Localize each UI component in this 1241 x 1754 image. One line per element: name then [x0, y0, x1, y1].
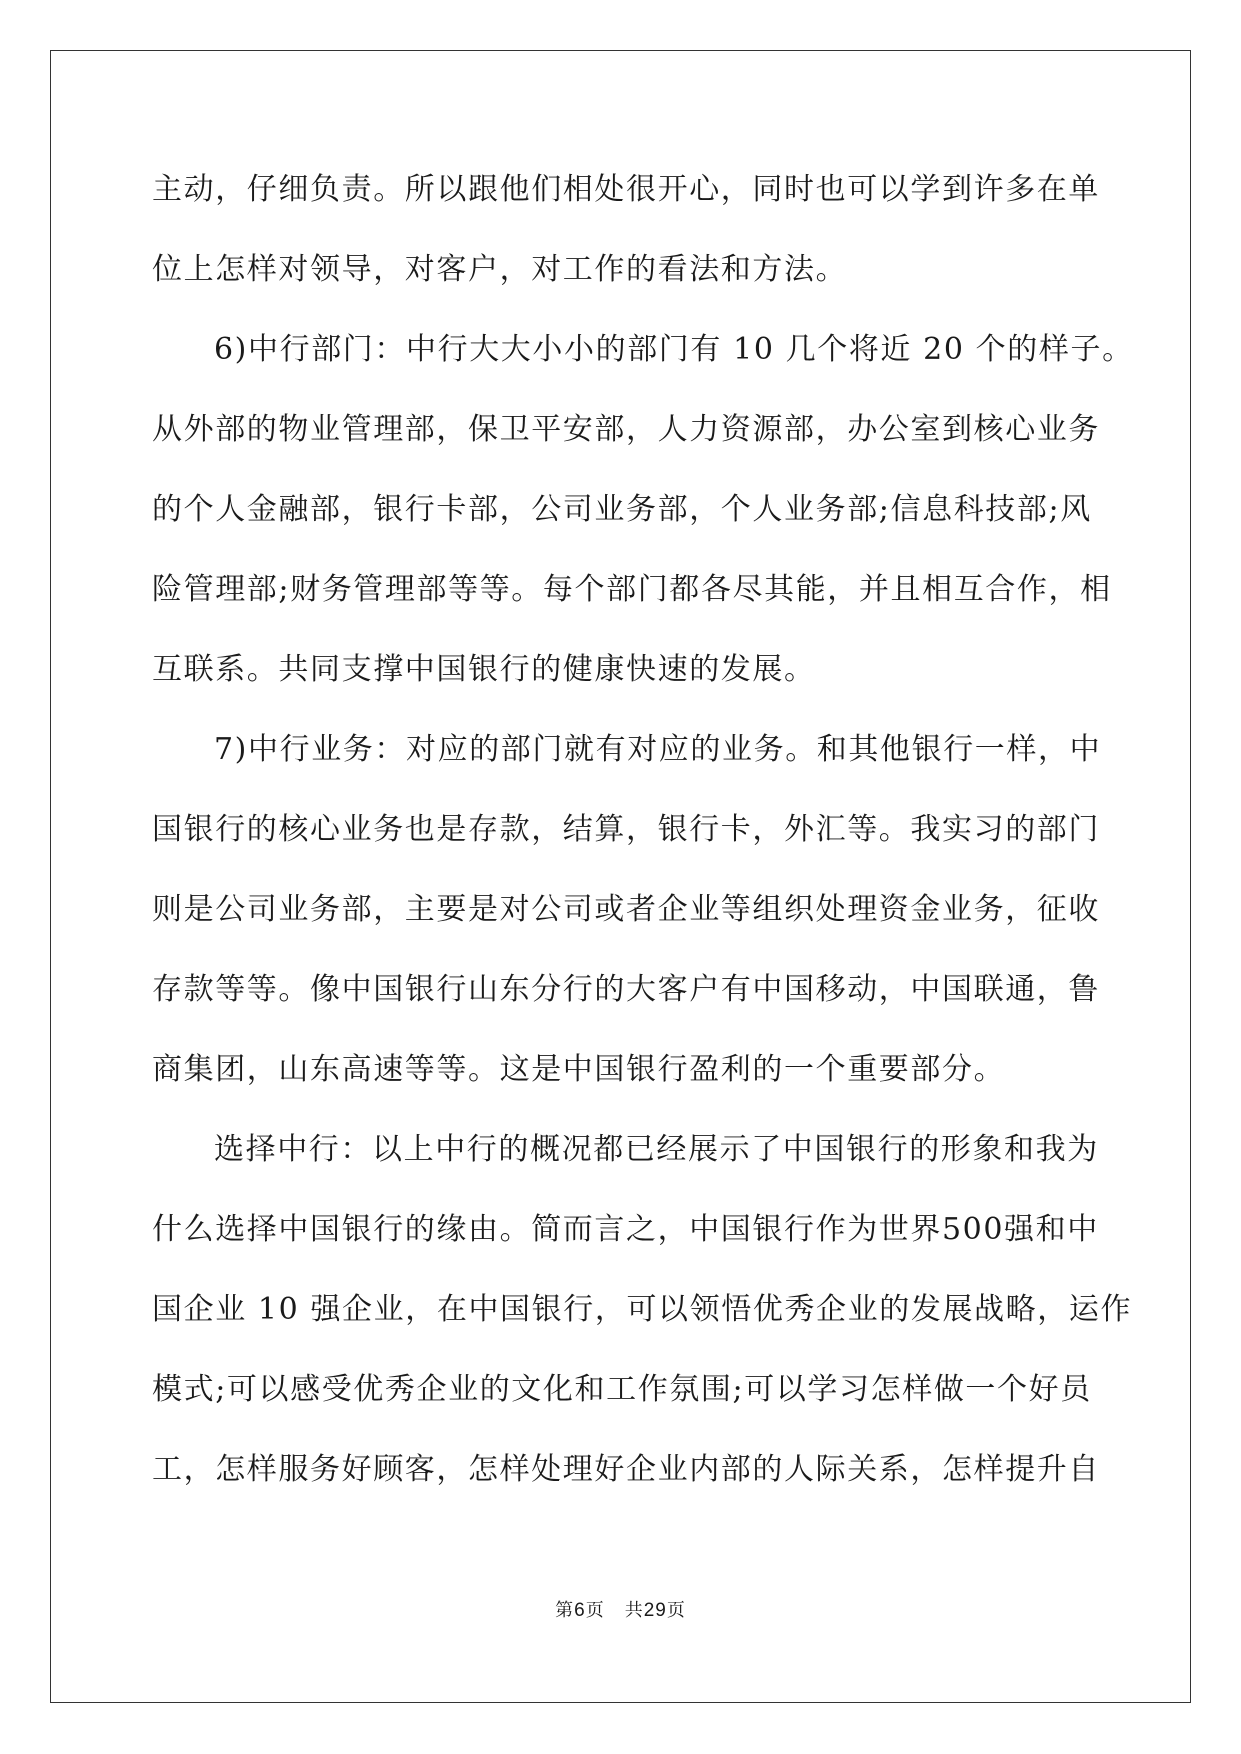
paragraph-start-line: 6)中行部门：中行大大小小的部门有 10 几个将近 20 个的样子。 — [214, 332, 1134, 367]
text-line: 模式;可以感受优秀企业的文化和工作氛围;可以学习怎样做一个好员 — [152, 1372, 1092, 1407]
total-suffix: 页 — [666, 1600, 686, 1621]
page-suffix: 页 — [585, 1600, 605, 1621]
page-footer — [0, 1596, 1241, 1622]
text-line: 国企业 10 强企业，在中国银行，可以领悟优秀企业的发展战略，运作 — [152, 1292, 1133, 1327]
text-line: 什么选择中国银行的缘由。简而言之，中国银行作为世界500强和中 — [152, 1212, 1099, 1247]
text-line: 从外部的物业管理部，保卫平安部，人力资源部，办公室到核心业务 — [152, 412, 1100, 447]
paragraph-start-line: 选择中行：以上中行的概况都已经展示了中国银行的形象和我为 — [214, 1132, 1099, 1167]
text-line: 主动，仔细负责。所以跟他们相处很开心，同时也可以学到许多在单 — [152, 172, 1100, 207]
text-line: 国银行的核心业务也是存款，结算，银行卡，外汇等。我实习的部门 — [152, 812, 1100, 847]
text-line: 位上怎样对领导，对客户，对工作的看法和方法。 — [152, 252, 848, 287]
total-prefix: 共 — [624, 1600, 644, 1621]
paragraph-start-line: 7)中行业务：对应的部门就有对应的业务。和其他银行一样，中 — [214, 732, 1102, 767]
text-line: 商集团，山东高速等等。这是中国银行盈利的一个重要部分。 — [152, 1052, 1006, 1087]
document-body — [152, 150, 1134, 1510]
text-line: 则是公司业务部，主要是对公司或者企业等组织处理资金业务，征收 — [152, 892, 1100, 927]
text-line: 险管理部;财务管理部等等。每个部门都各尽其能，并且相互合作，相 — [152, 572, 1112, 607]
text-line: 存款等等。像中国银行山东分行的大客户有中国移动，中国联通，鲁 — [152, 972, 1100, 1007]
page-number: 6 — [574, 1600, 586, 1621]
text-line: 互联系。共同支撑中国银行的健康快速的发展。 — [152, 652, 816, 687]
text-line: 工，怎样服务好顾客，怎样处理好企业内部的人际关系，怎样提升自 — [152, 1452, 1100, 1487]
total-pages: 29 — [643, 1600, 667, 1621]
text-line: 的个人金融部，银行卡部，公司业务部，个人业务部;信息科技部;风 — [152, 492, 1092, 527]
page-prefix: 第 — [555, 1600, 575, 1621]
